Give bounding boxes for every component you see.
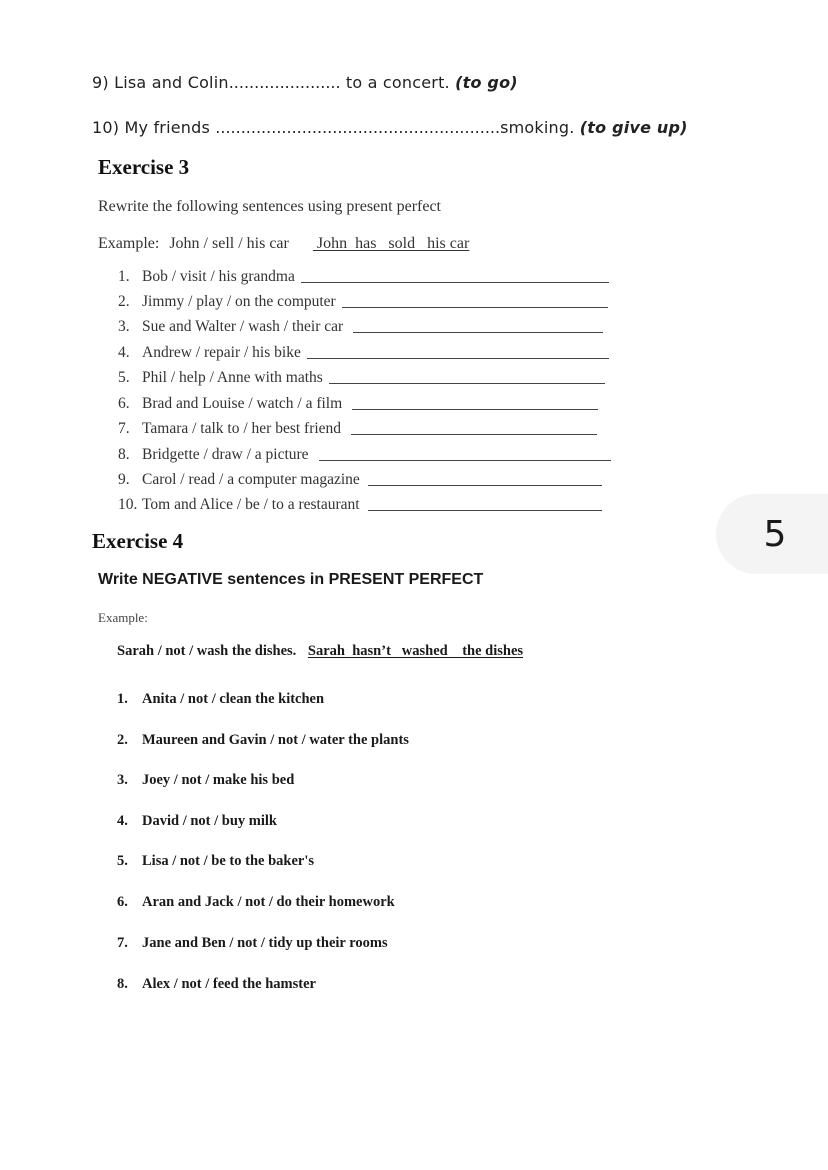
item-number: 9): [92, 73, 109, 92]
answer-line[interactable]: [368, 509, 602, 511]
exercise3-item: [118, 471, 602, 489]
item-number: 3.: [117, 772, 128, 788]
item-number: 7.: [118, 420, 130, 437]
exercise3-item: [118, 318, 603, 336]
item-text-before: Lisa and Colin: [114, 73, 229, 92]
exercise4-example-label: Example:: [98, 610, 148, 625]
exercise4-item: [117, 813, 277, 830]
item-prompt: Jane and Ben / not / tidy up their rooms: [142, 935, 388, 951]
exercise4-example: [117, 643, 523, 660]
verb-hint: (to go): [455, 73, 518, 92]
example-label: Example:: [98, 235, 160, 252]
exercise4-item: [117, 772, 294, 789]
item-number: 4.: [117, 813, 128, 829]
exercise2-item-10: [92, 118, 688, 137]
exercise3-item: [118, 293, 608, 311]
exercise2-item-9: [92, 73, 518, 92]
example-answer: John has sold his car: [312, 235, 470, 252]
item-number: 8.: [117, 976, 128, 992]
exercise3-instruction: Rewrite the following sentences using present perfect: [98, 198, 441, 215]
example-prompt: John / sell / his car: [169, 235, 289, 252]
item-prompt: Aran and Jack / not / do their homework: [142, 894, 395, 910]
answer-line[interactable]: [368, 484, 602, 486]
item-prompt: David / not / buy milk: [142, 813, 277, 829]
item-number: 10): [92, 118, 120, 137]
item-text-after: smoking.: [500, 118, 580, 137]
exercise4-item: [117, 732, 409, 749]
item-number: 6.: [118, 395, 130, 412]
exercise4-instruction: Write NEGATIVE sentences in PRESENT PERFECT: [98, 571, 484, 588]
example-prompt: Sarah / not / wash the dishes.: [117, 643, 297, 659]
item-number: 8.: [118, 446, 130, 463]
exercise4-item: [117, 935, 388, 952]
exercise3-item: [118, 496, 602, 514]
exercise4-item: [117, 894, 395, 911]
item-text-after: to a concert.: [340, 73, 456, 92]
verb-hint: (to give up): [579, 118, 688, 137]
item-number: 10.: [118, 496, 138, 513]
item-prompt: Sue and Walter / wash / their car: [142, 318, 344, 335]
answer-line[interactable]: [319, 459, 611, 461]
item-number: 1.: [117, 691, 128, 707]
exercise4-item: [117, 853, 314, 870]
item-prompt: Phil / help / Anne with maths: [142, 369, 323, 386]
item-number: 2.: [117, 732, 128, 748]
example-answer: Sarah hasn’t washed the dishes: [307, 643, 524, 659]
answer-blank[interactable]: ......................: [228, 73, 341, 92]
exercise3-example: [98, 235, 469, 253]
exercise3-item: [118, 268, 609, 286]
item-number: 9.: [118, 471, 130, 488]
exercise3-title: Exercise 3: [98, 155, 190, 179]
item-number: 5.: [117, 853, 128, 869]
item-prompt: Joey / not / make his bed: [142, 772, 295, 788]
item-number: 2.: [118, 293, 130, 310]
item-prompt: Carol / read / a computer magazine: [142, 471, 360, 488]
item-number: 3.: [118, 318, 130, 335]
item-number: 6.: [117, 894, 128, 910]
item-text-before: My friends: [124, 118, 216, 137]
item-number: 5.: [118, 369, 130, 386]
exercise4-item: [117, 976, 316, 993]
answer-line[interactable]: [352, 408, 598, 410]
page-number: 5: [763, 513, 787, 555]
item-prompt: Andrew / repair / his bike: [142, 344, 301, 361]
item-prompt: Tom and Alice / be / to a restaurant: [142, 496, 360, 513]
item-prompt: Jimmy / play / on the computer: [142, 293, 336, 310]
exercise3-item: [118, 369, 605, 387]
item-prompt: Alex / not / feed the hamster: [142, 976, 316, 992]
answer-line[interactable]: [353, 331, 603, 333]
item-number: 1.: [118, 268, 130, 285]
exercise3-item: [118, 395, 598, 413]
item-prompt: Maureen and Gavin / not / water the plants: [142, 732, 409, 748]
item-prompt: Lisa / not / be to the baker's: [142, 853, 314, 869]
item-number: 7.: [117, 935, 128, 951]
exercise3-item: [118, 420, 597, 438]
exercise4-title: Exercise 4: [92, 529, 184, 553]
item-prompt: Bob / visit / his grandma: [142, 268, 295, 285]
exercise3-item: [118, 446, 611, 464]
exercise3-item: [118, 344, 609, 362]
item-prompt: Bridgette / draw / a picture: [142, 446, 309, 463]
exercise4-item: [117, 691, 324, 708]
item-prompt: Anita / not / clean the kitchen: [142, 691, 325, 707]
page-number-badge: [716, 494, 828, 574]
item-number: 4.: [118, 344, 130, 361]
answer-blank[interactable]: ........................................................: [215, 118, 501, 137]
answer-line[interactable]: [351, 433, 597, 435]
item-prompt: Tamara / talk to / her best friend: [142, 420, 342, 437]
answer-line[interactable]: [329, 382, 605, 384]
answer-line[interactable]: [342, 306, 608, 308]
item-prompt: Brad and Louise / watch / a film: [142, 395, 343, 412]
answer-line[interactable]: [307, 357, 609, 359]
answer-line[interactable]: [301, 281, 609, 283]
